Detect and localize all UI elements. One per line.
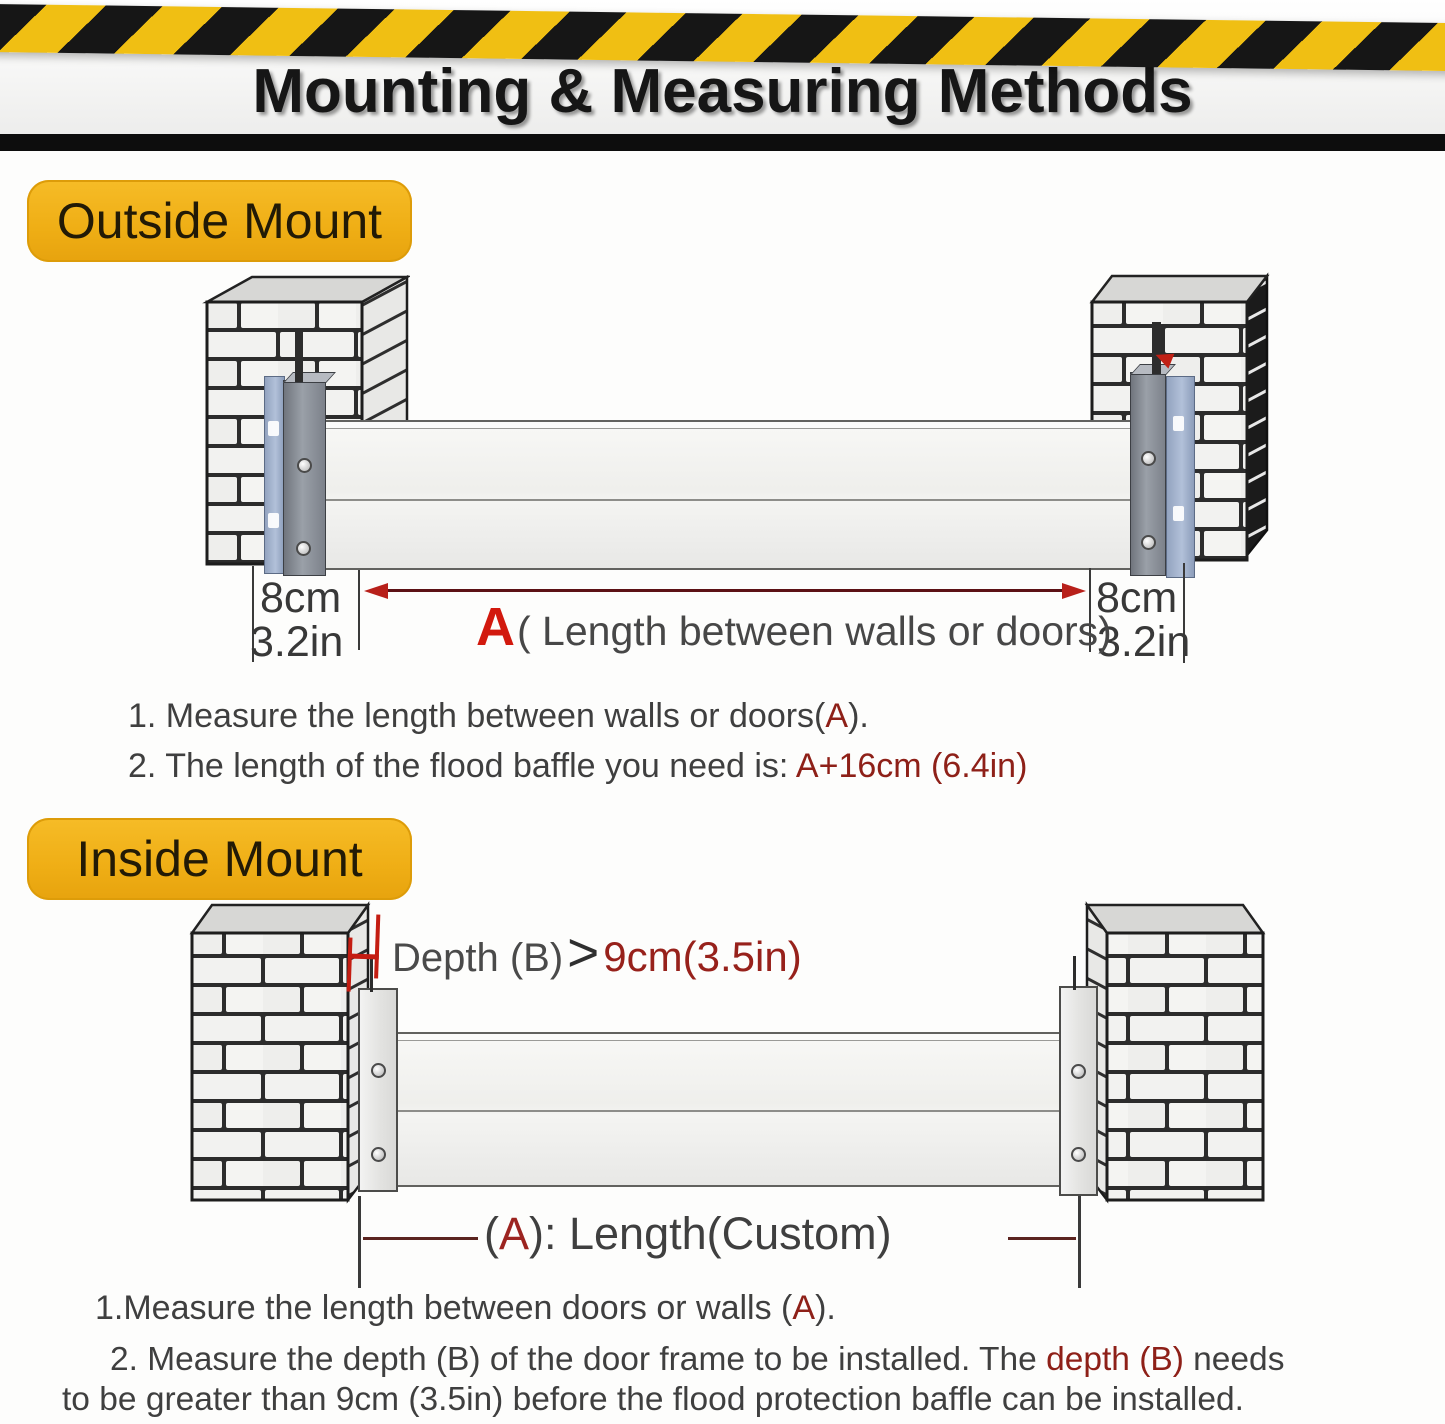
right-seal-strip — [1166, 376, 1195, 578]
right-offset-in: 3.2in — [1097, 618, 1191, 666]
screw — [1071, 1064, 1086, 1079]
inside-mount-badge: Inside Mount — [27, 818, 412, 900]
right-mount-channel — [1059, 986, 1098, 1196]
step-text: 1. Measure the length between walls or doors( — [128, 697, 826, 735]
seal-clip — [1173, 416, 1184, 431]
left-anchor-slot — [295, 330, 303, 382]
depth-value: 9cm(3.5in) — [603, 933, 802, 980]
right-anchor-pin — [1073, 956, 1076, 990]
pillar-side-face — [1247, 276, 1267, 555]
dim-line-right — [1008, 1237, 1076, 1240]
outside-step-1 — [128, 692, 869, 740]
dim-tick — [358, 570, 360, 650]
arrow-head-left-icon — [364, 583, 388, 599]
screw — [296, 541, 311, 556]
step-highlight: A+16cm (6.4in) — [795, 747, 1028, 785]
step-highlight: depth (B) — [1046, 1341, 1184, 1378]
arrow-shaft — [382, 589, 1068, 592]
length-caption — [476, 596, 1112, 658]
length-caption-text: ( Length between walls or doors) — [517, 608, 1112, 654]
screw — [1141, 535, 1156, 550]
outside-mount-badge: Outside Mount — [27, 180, 412, 262]
dim-tick — [358, 1196, 361, 1288]
screw — [371, 1063, 386, 1078]
left-offset-cm: 8cm — [260, 574, 342, 622]
left-seal-strip — [264, 376, 285, 574]
depth-caption — [392, 920, 802, 984]
step-text: needs — [1183, 1341, 1285, 1378]
length-caption-pre: ( — [484, 1208, 499, 1259]
depth-bracket-icon — [339, 905, 386, 998]
pillar-top-face — [1087, 905, 1263, 933]
step-text: to be greater than 9cm (3.5in) before the flood protection baffle can be installed. — [62, 1381, 1244, 1418]
barrier-panel-divider — [395, 1110, 1062, 1112]
outside-flood-barrier — [322, 420, 1134, 570]
screw — [371, 1147, 386, 1162]
step-text: ). — [848, 697, 869, 735]
inside-step-2-continued — [62, 1376, 1244, 1424]
barrier-panel-divider — [324, 499, 1132, 501]
bracket-left-leg — [347, 937, 353, 991]
seal-clip — [268, 513, 279, 528]
pillar-brick-face — [1107, 933, 1263, 1200]
greater-than-sign: > — [567, 921, 600, 983]
length-caption-a: A — [499, 1208, 530, 1259]
step-highlight: A — [792, 1289, 816, 1327]
length-caption-a: A — [476, 597, 515, 657]
page-title: Mounting & Measuring Methods — [252, 57, 1193, 126]
seal-clip — [1173, 506, 1184, 521]
step-highlight: A — [825, 697, 849, 735]
barrier-top-lip — [324, 422, 1132, 429]
left-offset-in: 3.2in — [250, 618, 344, 666]
dim-tick — [1078, 1196, 1081, 1288]
dim-line-left — [363, 1237, 478, 1240]
right-offset-cm: 8cm — [1096, 574, 1178, 622]
inside-flood-barrier — [393, 1032, 1064, 1187]
outside-step-2 — [128, 742, 1027, 790]
depth-label: Depth (B) — [392, 936, 564, 980]
step-text: ). — [815, 1289, 836, 1327]
inside-length-caption — [484, 1208, 892, 1260]
barrier-top-lip — [395, 1034, 1062, 1041]
screw — [1141, 451, 1156, 466]
pillar-top-face — [1092, 276, 1267, 302]
screw — [297, 458, 312, 473]
bracket-crossbar — [348, 953, 379, 959]
header-divider-bar — [0, 134, 1445, 151]
pillar-brick-face — [192, 933, 348, 1200]
length-caption-post: ): Length(Custom) — [529, 1208, 892, 1259]
screw — [1071, 1147, 1086, 1162]
step-text: 1.Measure the length between doors or walls ( — [95, 1289, 793, 1327]
step-text: 2. Measure the depth (B) of the door frame to be installed. The — [110, 1341, 1047, 1378]
bracket-right-leg — [374, 914, 380, 978]
seal-clip — [268, 421, 279, 436]
inside-step-1 — [95, 1284, 836, 1332]
step-text: 2. The length of the flood baffle you need is: — [128, 747, 796, 785]
